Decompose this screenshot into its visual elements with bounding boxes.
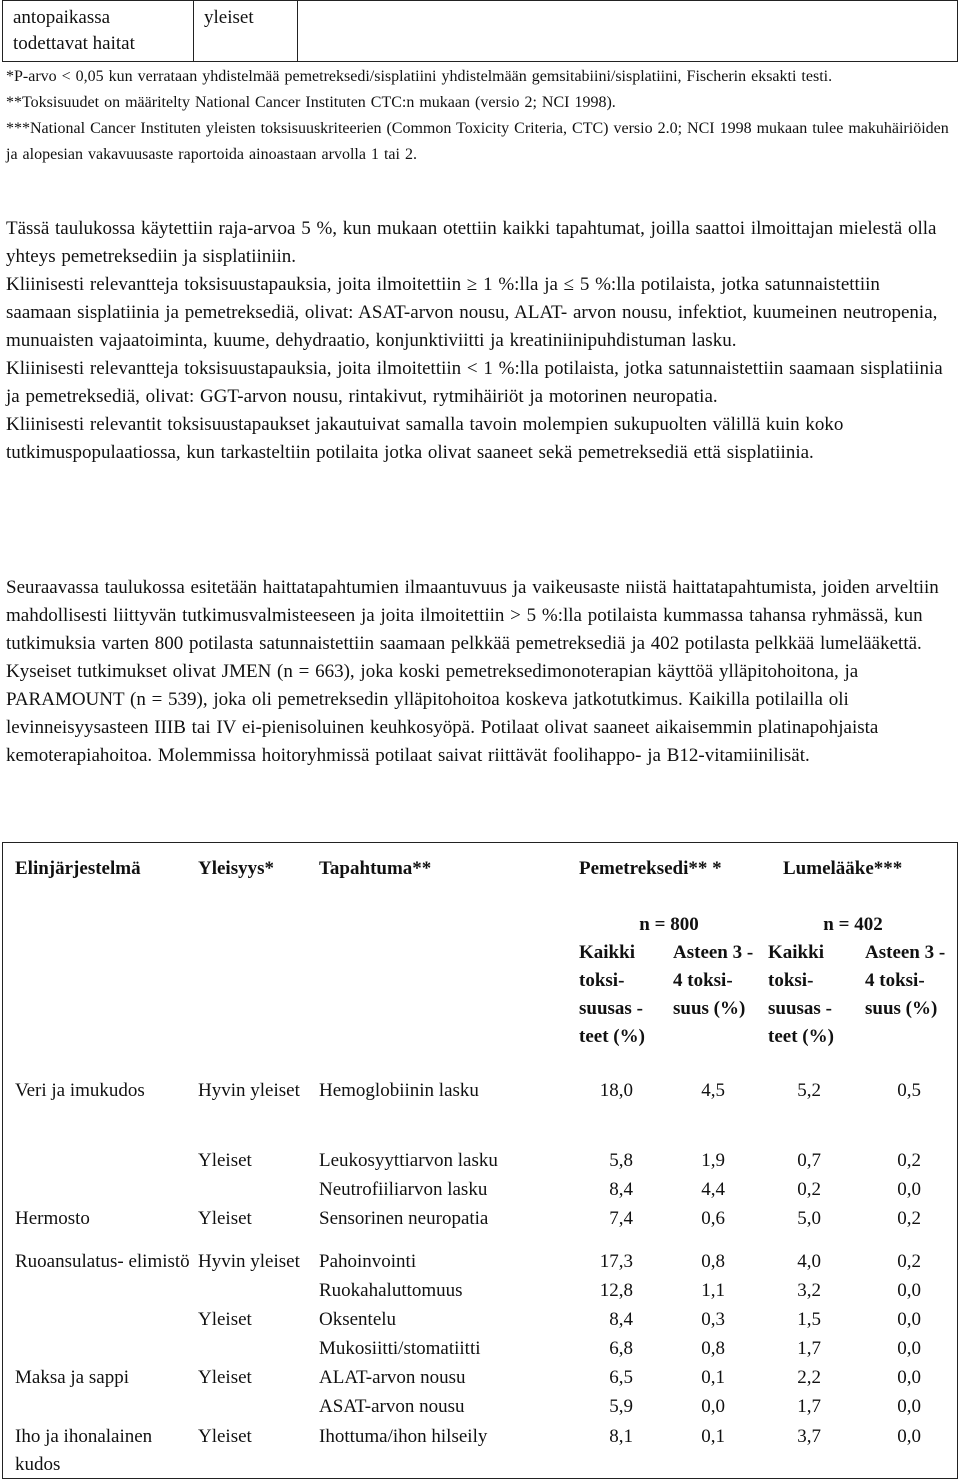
adverse-events-table: [2, 842, 958, 1479]
row-value: 0,2: [897, 1150, 921, 1171]
paragraph: Kliinisesti relevantteja toksisuustapauksia, joita ilmoitettiin < 1 %:lla potilaista, jotka satunnaistettiin saamaan sisplatiinia ja pemetreksediä, olivat: GGT-arvon nousu, rintakivut, rytmihäiriöt ja motorinen neuropatia.: [6, 358, 943, 407]
row-value: 0,0: [701, 1396, 725, 1417]
row-value: 0,0: [897, 1396, 921, 1417]
row-value: 1,5: [797, 1309, 821, 1330]
header-all-toxicity-placebo: Kaikki toksi- suusas -teet (%): [768, 942, 834, 1047]
row-value: 18,0: [599, 1080, 633, 1101]
row-value: 0,6: [701, 1208, 725, 1229]
row-event: Ihottuma/ihon hilseily: [319, 1426, 488, 1447]
body-section-study: [6, 574, 951, 770]
row-frequency: Yleiset: [198, 1309, 252, 1330]
continued-table-fragment: [2, 0, 958, 62]
row-system: Hermosto: [15, 1208, 90, 1229]
row-value: 1,7: [797, 1338, 821, 1359]
row-value: 6,5: [609, 1367, 633, 1388]
header-placebo: Lumelääke***: [783, 858, 903, 879]
row-event: Mukosiitti/stomatiitti: [319, 1338, 481, 1359]
header-grade-toxicity: Asteen 3 - 4 toksi- suus (%): [673, 942, 754, 1019]
row-value: 0,1: [701, 1426, 725, 1447]
row-value: 0,0: [897, 1280, 921, 1301]
row-value: 8,4: [609, 1309, 633, 1330]
row-frequency: Hyvin yleiset: [198, 1251, 300, 1272]
footnote: *P-arvo < 0,05 kun verrataan yhdistelmää pemetreksedi/sisplatiini yhdistelmään gemsitabiini/sisplatiini, Fischerin eksakti testi.: [6, 68, 833, 85]
row-value: 8,4: [609, 1179, 633, 1200]
paragraph: Seuraavassa taulukossa esitetään haittatapahtumien ilmaantuvuus ja vaikeusaste niistä haittatapahtumista, joiden arveltiin mahdollisesti liittyvän tutkimusvalmisteeseen ja joita ilmoitettiin > 5 %:lla potilaista kummassa tahansa ryhmässä, kun tutkimuksia varten 800 potilasta satunnaistettiin saamaan pelkkää pemetreksediä ja 402 potilasta pelkkää lumelääkettä. Kyseiset tutkimukset olivat JMEN (n = 663), joka koski pemetreksedimonoterapian käyttöä ylläpitohoitona, ja PARAMOUNT (n = 539), joka oli pemetreksedin ylläpitohoitoa koskeva jatkotutkimus. Kaikilla potilailla oli levinneisyysasteen IIIB tai IV ei-pienisoluinen keuhkosyöpä. Potilaat olivat saaneet aikaisemmin platinapohjaista kemoterapiahoitoa. Molemmissa hoitoryhmissä potilaat saivat riittävät foolihappo- ja B12-vitamiinilisät.: [6, 577, 939, 766]
row-value: 0,8: [701, 1338, 725, 1359]
row-system: Iho ja ihonalainen kudos: [15, 1426, 153, 1475]
header-pem-n: n = 800: [639, 914, 699, 935]
row-event: ALAT-arvon nousu: [319, 1367, 466, 1388]
top-table-cell-empty: [298, 1, 958, 62]
row-event: Hemoglobiinin lasku: [319, 1080, 479, 1101]
paragraph: Kliinisesti relevantit toksisuustapaukset jakautuivat samalla tavoin molempien sukupuolten välillä kuin koko tutkimuspopulaatiossa, kun tarkasteltiin potilaita jotka olivat saaneet sekä pemetreksediä että sisplatiinia.: [6, 414, 844, 463]
row-value: 0,0: [897, 1426, 921, 1447]
row-value: 0,1: [701, 1367, 725, 1388]
row-system: Ruoansulatus- elimistö: [15, 1251, 190, 1272]
row-value: 5,0: [797, 1208, 821, 1229]
row-frequency: Yleiset: [198, 1367, 252, 1388]
row-value: 0,2: [897, 1251, 921, 1272]
row-value: 17,3: [599, 1251, 633, 1272]
row-event: Pahoinvointi: [319, 1251, 417, 1272]
row-event: ASAT-arvon nousu: [319, 1396, 465, 1417]
row-event: Oksentelu: [319, 1309, 397, 1330]
row-event: Leukosyyttiarvon lasku: [319, 1150, 498, 1171]
row-event: Neutrofiiliarvon lasku: [319, 1179, 488, 1200]
footnote: ***National Cancer Instituten yleisten toksisuuskriteerien (Common Toxicity Criteria, CTC) versio 2.0; NCI 1998 mukaan tulee makuhäiriöiden ja alopesian vakavuusaste raportoida ainoastaan arvolla 1 tai 2.: [6, 120, 949, 163]
top-table-cell-frequency: yleiset: [194, 1, 298, 62]
row-value: 5,9: [609, 1396, 633, 1417]
top-table-cell-category: antopaikassa todettavat haitat: [3, 1, 194, 62]
row-value: 0,5: [897, 1080, 921, 1101]
row-value: 0,0: [897, 1309, 921, 1330]
row-value: 2,2: [797, 1367, 821, 1388]
row-value: 0,0: [897, 1338, 921, 1359]
row-value: 5,8: [609, 1150, 633, 1171]
row-frequency: Yleiset: [198, 1208, 252, 1229]
row-value: 1,7: [797, 1396, 821, 1417]
row-value: 1,1: [701, 1280, 725, 1301]
row-frequency: Hyvin yleiset: [198, 1080, 300, 1101]
row-value: 6,8: [609, 1338, 633, 1359]
row-value: 1,9: [701, 1150, 725, 1171]
row-event: Ruokahaluttomuus: [319, 1280, 463, 1301]
row-value: 0,3: [701, 1309, 725, 1330]
row-value: 0,2: [897, 1208, 921, 1229]
row-value: 4,5: [701, 1080, 725, 1101]
row-value: 0,0: [897, 1367, 921, 1388]
paragraph: Tässä taulukossa käytettiin raja-arvoa 5 %, kun mukaan otettiin kaikki tapahtumat, joilla saattoi ilmoittajan mielestä olla yhteys pemetreksediin ja sisplatiiniin.: [6, 218, 937, 267]
row-value: 4,0: [797, 1251, 821, 1272]
row-system: Maksa ja sappi: [15, 1367, 129, 1388]
paragraph: Kliinisesti relevantteja toksisuustapauksia, joita ilmoitettiin ≥ 1 %:lla ja ≤ 5 %:lla potilaista, jotka satunnaistettiin saamaan sisplatiinia ja pemetreksediä, olivat: ASAT-arvon nousu, ALAT- arvon nousu, infektiot, kuumeinen neutropenia, munuaisten vajaatoiminta, kuume, dehydraatio, konjunktiviitti ja kreatiniinipuhdistuman lasku.: [6, 274, 938, 351]
row-frequency: Yleiset: [198, 1150, 252, 1171]
row-value: 0,8: [701, 1251, 725, 1272]
header-placebo-n: n = 402: [823, 914, 883, 935]
row-value: 4,4: [701, 1179, 725, 1200]
row-value: 5,2: [797, 1080, 821, 1101]
row-system: Veri ja imukudos: [15, 1080, 145, 1101]
footnote: **Toksisuudet on määritelty National Cancer Instituten CTC:n mukaan (versio 2; NCI 1998).: [6, 94, 616, 111]
row-value: 7,4: [609, 1208, 633, 1229]
body-section-toxicity: [6, 215, 951, 467]
row-value: 0,2: [797, 1179, 821, 1200]
header-grade-toxicity-placebo: Asteen 3 - 4 toksi- suus (%): [865, 942, 946, 1019]
row-frequency: Yleiset: [198, 1426, 252, 1447]
row-value: 8,1: [609, 1426, 633, 1447]
header-frequency: Yleisyys*: [198, 858, 274, 879]
row-value: 0,0: [897, 1179, 921, 1200]
row-event: Sensorinen neuropatia: [319, 1208, 489, 1229]
row-value: 3,2: [797, 1280, 821, 1301]
header-system: Elinjärjestelmä: [15, 858, 141, 879]
header-event: Tapahtuma**: [319, 858, 432, 879]
header-pemetrexed: Pemetreksedi** *: [579, 858, 722, 879]
table-footnotes: [6, 64, 951, 168]
row-value: 12,8: [599, 1280, 633, 1301]
row-value: 3,7: [797, 1426, 821, 1447]
header-all-toxicity: Kaikki toksi- suusas -teet (%): [579, 942, 645, 1047]
row-value: 0,7: [797, 1150, 821, 1171]
